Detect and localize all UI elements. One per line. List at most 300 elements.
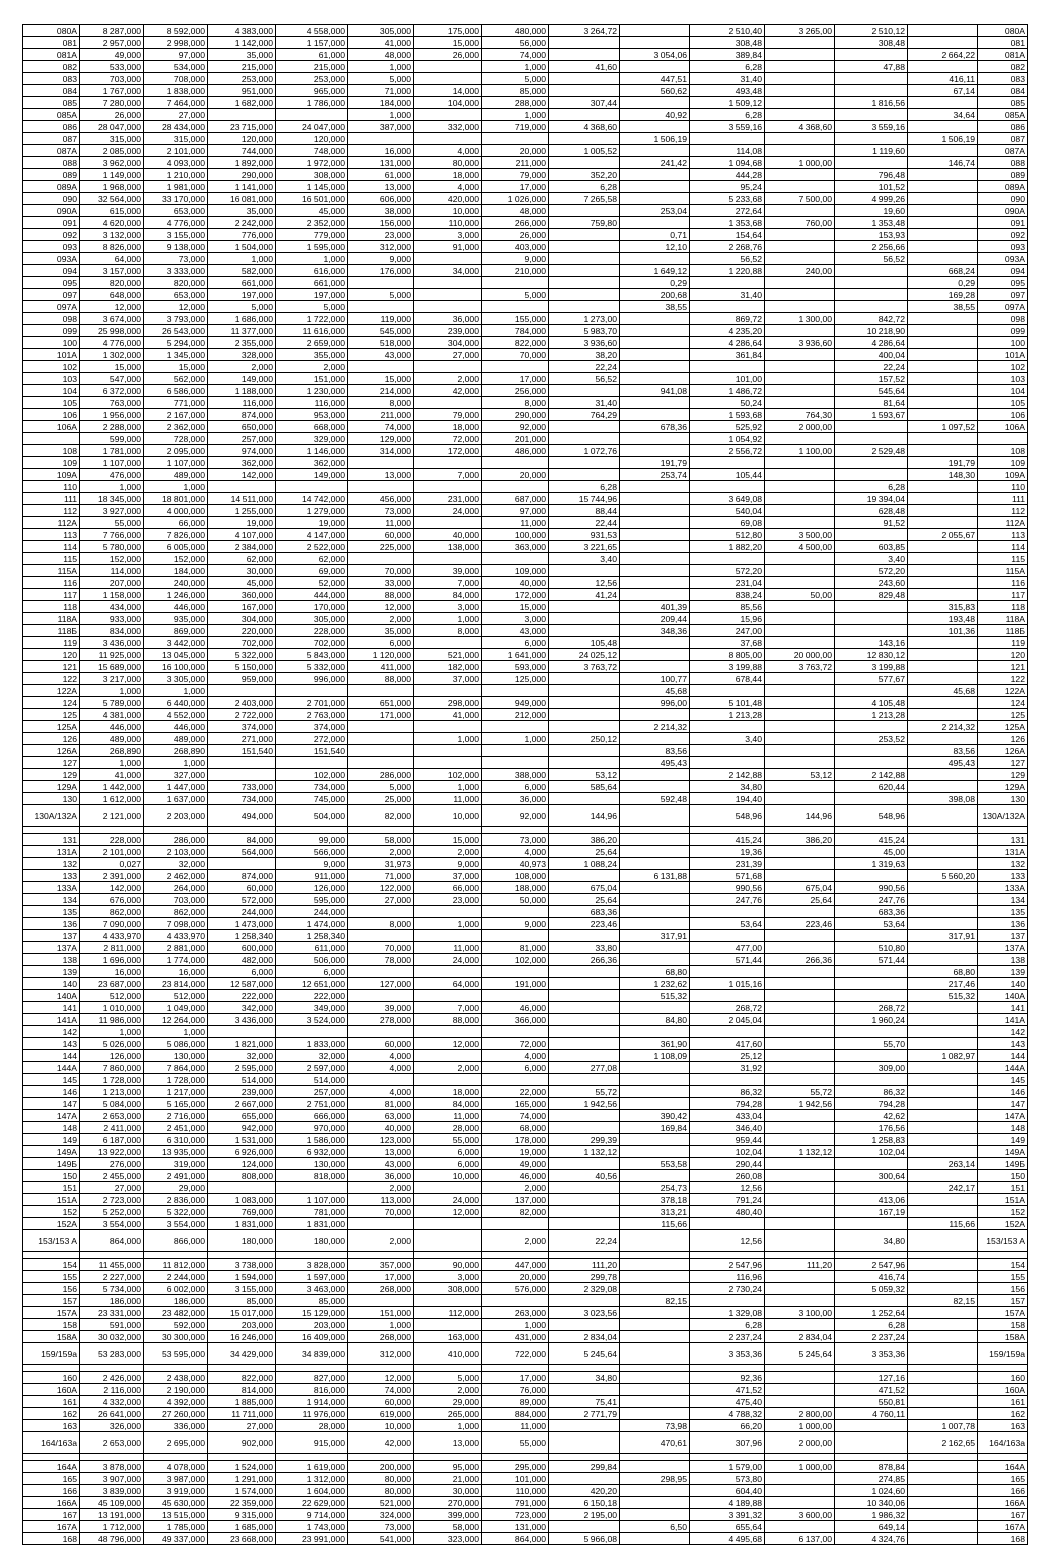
row-code-right: 158A <box>978 1331 1028 1343</box>
table-cell: 9,000 <box>348 253 414 265</box>
row-code-right: 149A <box>978 1146 1028 1158</box>
table-cell: 1 054,92 <box>690 433 765 445</box>
table-cell: 66,20 <box>690 1420 765 1432</box>
table-cell: 33,000 <box>348 577 414 589</box>
row-code: 138 <box>23 954 80 966</box>
table-row <box>23 121 1028 133</box>
table-cell <box>276 109 348 121</box>
table-cell: 9 315,000 <box>208 1509 276 1521</box>
table-cell: 415,24 <box>690 834 765 846</box>
table-cell <box>835 827 908 834</box>
table-cell: 352,20 <box>549 169 620 181</box>
table-cell: 446,000 <box>144 601 208 613</box>
table-cell: 4 620,000 <box>80 217 144 229</box>
table-cell: 13 922,000 <box>80 1146 144 1158</box>
table-row <box>23 745 1028 757</box>
table-cell: 49 337,000 <box>144 1533 208 1545</box>
table-cell: 678,36 <box>620 421 690 433</box>
table-cell <box>908 1509 978 1521</box>
table-cell: 480,40 <box>690 1206 765 1218</box>
table-cell: 941,08 <box>620 385 690 397</box>
table-cell: 263,14 <box>908 1158 978 1170</box>
table-cell: 1 210,000 <box>144 169 208 181</box>
table-cell: 387,000 <box>348 121 414 133</box>
table-row <box>23 846 1028 858</box>
table-cell: 16,000 <box>80 966 144 978</box>
table-cell: 172,000 <box>414 445 482 457</box>
table-row <box>23 1497 1028 1509</box>
table-cell <box>620 553 690 565</box>
table-cell <box>549 241 620 253</box>
table-row <box>23 721 1028 733</box>
table-cell <box>144 827 208 834</box>
table-cell: 434,000 <box>80 601 144 613</box>
table-cell <box>620 505 690 517</box>
table-cell: 69,000 <box>276 565 348 577</box>
table-cell <box>908 1062 978 1074</box>
table-cell <box>690 721 765 733</box>
table-cell <box>620 1343 690 1365</box>
table-cell <box>482 966 549 978</box>
table-cell: 46,000 <box>482 1170 549 1182</box>
table-cell: 257,000 <box>208 433 276 445</box>
table-cell <box>835 529 908 541</box>
table-cell: 4 147,000 <box>276 529 348 541</box>
table-cell: 9 714,000 <box>276 1509 348 1521</box>
table-cell <box>765 990 835 1002</box>
table-cell: 40,000 <box>348 1122 414 1134</box>
table-cell: 104,000 <box>414 97 482 109</box>
table-cell: 45,68 <box>908 685 978 697</box>
table-cell <box>549 277 620 289</box>
table-cell: 2 834,04 <box>765 1331 835 1343</box>
table-cell <box>620 1372 690 1384</box>
table-cell: 308,48 <box>690 37 765 49</box>
table-cell: 5 086,000 <box>144 1038 208 1050</box>
table-cell: 26 641,000 <box>80 1408 144 1420</box>
table-cell: 13 045,000 <box>144 649 208 661</box>
table-cell: 2 723,000 <box>80 1194 144 1206</box>
table-cell <box>765 709 835 721</box>
row-code <box>23 1365 80 1372</box>
table-cell: 122,000 <box>348 882 414 894</box>
table-cell: 874,000 <box>208 870 276 882</box>
row-code-right: 112 <box>978 505 1028 517</box>
table-cell: 571,68 <box>690 870 765 882</box>
table-cell: 315,83 <box>908 601 978 613</box>
table-row <box>23 1146 1028 1158</box>
table-cell: 1 914,000 <box>276 1396 348 1408</box>
table-cell <box>765 169 835 181</box>
table-cell: 1,000 <box>414 1420 482 1432</box>
table-cell: 2 730,24 <box>690 1283 765 1295</box>
row-code-right <box>978 1454 1028 1461</box>
table-cell: 1 831,000 <box>208 1218 276 1230</box>
table-cell: 942,000 <box>208 1122 276 1134</box>
table-cell: 326,000 <box>80 1420 144 1432</box>
table-cell: 10,000 <box>414 1170 482 1182</box>
table-cell: 3 199,88 <box>835 661 908 673</box>
table-cell: 7,000 <box>414 577 482 589</box>
table-cell: 6 586,000 <box>144 385 208 397</box>
table-cell: 702,000 <box>276 637 348 649</box>
table-cell: 808,000 <box>208 1170 276 1182</box>
table-cell: 1 319,63 <box>835 858 908 870</box>
row-code-right: 113 <box>978 529 1028 541</box>
table-cell <box>835 1158 908 1170</box>
table-cell: 398,08 <box>908 793 978 805</box>
table-cell <box>482 1365 549 1372</box>
table-cell: 4 558,000 <box>276 25 348 37</box>
table-cell <box>620 1408 690 1420</box>
table-row <box>23 1396 1028 1408</box>
table-cell: 231,000 <box>414 493 482 505</box>
table-cell: 878,84 <box>835 1461 908 1473</box>
table-cell <box>835 1074 908 1086</box>
table-cell <box>908 846 978 858</box>
table-cell: 3 265,00 <box>765 25 835 37</box>
table-row <box>23 1454 1028 1461</box>
table-cell: 1 142,000 <box>208 37 276 49</box>
table-cell <box>620 1002 690 1014</box>
table-cell: 308,000 <box>276 169 348 181</box>
table-cell <box>549 385 620 397</box>
table-cell: 649,14 <box>835 1521 908 1533</box>
table-cell: 70,000 <box>348 1206 414 1218</box>
table-cell: 298,95 <box>620 1473 690 1485</box>
table-cell: 4,000 <box>414 181 482 193</box>
table-cell: 317,91 <box>620 930 690 942</box>
table-row <box>23 709 1028 721</box>
table-cell: 157,52 <box>835 373 908 385</box>
table-cell <box>482 457 549 469</box>
table-cell: 184,000 <box>144 565 208 577</box>
table-cell: 17,000 <box>348 1271 414 1283</box>
row-code <box>23 433 80 445</box>
table-cell: 416,74 <box>835 1271 908 1283</box>
row-code: 139 <box>23 966 80 978</box>
table-cell: 14 742,000 <box>276 493 348 505</box>
table-cell <box>908 1194 978 1206</box>
table-cell <box>690 1295 765 1307</box>
table-row <box>23 205 1028 217</box>
table-cell: 22,24 <box>549 1230 620 1252</box>
table-cell: 4 776,000 <box>144 217 208 229</box>
table-cell: 13 515,000 <box>144 1509 208 1521</box>
table-cell: 11,000 <box>482 517 549 529</box>
table-row <box>23 685 1028 697</box>
table-cell: 142,000 <box>208 469 276 481</box>
table-row <box>23 229 1028 241</box>
table-cell: 55,72 <box>549 1086 620 1098</box>
table-cell: 5,000 <box>482 289 549 301</box>
table-cell <box>549 421 620 433</box>
table-cell <box>908 1146 978 1158</box>
table-row <box>23 1098 1028 1110</box>
table-cell: 1 604,000 <box>276 1485 348 1497</box>
table-cell: 362,000 <box>208 457 276 469</box>
table-cell: 270,000 <box>414 1497 482 1509</box>
table-cell <box>620 397 690 409</box>
table-cell <box>348 745 414 757</box>
table-cell: 3 919,000 <box>144 1485 208 1497</box>
table-cell: 1 300,00 <box>765 313 835 325</box>
table-cell: 651,000 <box>348 697 414 709</box>
table-cell <box>765 1002 835 1014</box>
table-cell: 3 463,000 <box>276 1283 348 1295</box>
table-cell: 16 246,000 <box>208 1331 276 1343</box>
table-cell: 1 743,000 <box>276 1521 348 1533</box>
table-cell: 73,000 <box>482 834 549 846</box>
table-cell: 6,000 <box>276 966 348 978</box>
table-cell: 3 600,00 <box>765 1509 835 1521</box>
table-cell: 1 594,000 <box>208 1271 276 1283</box>
table-cell: 1 088,24 <box>549 858 620 870</box>
table-cell: 2 529,48 <box>835 445 908 457</box>
table-cell: 10,000 <box>414 205 482 217</box>
table-cell: 11,000 <box>348 517 414 529</box>
table-row <box>23 1432 1028 1454</box>
table-cell <box>620 433 690 445</box>
table-cell: 43,000 <box>348 1158 414 1170</box>
table-cell: 10,000 <box>414 805 482 827</box>
table-cell <box>690 1454 765 1461</box>
row-code: 148 <box>23 1122 80 1134</box>
table-cell: 3 907,000 <box>80 1473 144 1485</box>
table-cell: 3 155,000 <box>144 229 208 241</box>
table-cell: 4 433,970 <box>144 930 208 942</box>
table-cell: 759,80 <box>549 217 620 229</box>
table-cell: 603,85 <box>835 541 908 553</box>
table-cell <box>348 301 414 313</box>
table-cell: 53,12 <box>549 769 620 781</box>
table-cell <box>620 325 690 337</box>
table-cell: 1 015,16 <box>690 978 765 990</box>
table-cell: 12,56 <box>690 1182 765 1194</box>
table-cell <box>348 277 414 289</box>
table-cell <box>765 505 835 517</box>
row-code-right: 157A <box>978 1307 1028 1319</box>
table-cell: 24,000 <box>414 1194 482 1206</box>
table-cell: 323,000 <box>414 1533 482 1545</box>
table-cell: 1 141,000 <box>208 181 276 193</box>
table-cell <box>549 433 620 445</box>
table-cell: 678,44 <box>690 673 765 685</box>
row-code-right: 157 <box>978 1295 1028 1307</box>
table-cell: 85,000 <box>482 85 549 97</box>
table-cell: 15,000 <box>144 361 208 373</box>
row-code: 114 <box>23 541 80 553</box>
table-cell: 534,000 <box>144 61 208 73</box>
table-cell: 5 734,000 <box>80 1283 144 1295</box>
table-cell: 779,000 <box>276 229 348 241</box>
table-cell <box>690 1026 765 1038</box>
row-code-right: 166 <box>978 1485 1028 1497</box>
table-cell <box>549 1026 620 1038</box>
row-code-right: 098 <box>978 313 1028 325</box>
table-cell: 7 098,000 <box>144 918 208 930</box>
table-cell: 776,000 <box>208 229 276 241</box>
table-cell: 23,000 <box>348 229 414 241</box>
table-cell: 723,000 <box>482 1509 549 1521</box>
table-cell: 253,000 <box>276 73 348 85</box>
table-cell: 74,000 <box>482 1110 549 1122</box>
row-code: 103 <box>23 373 80 385</box>
table-cell: 78,000 <box>348 954 414 966</box>
table-cell: 2 103,000 <box>144 846 208 858</box>
table-cell: 512,000 <box>80 990 144 1002</box>
table-cell: 1 188,000 <box>208 385 276 397</box>
row-code: 156 <box>23 1283 80 1295</box>
row-code-right: 160 <box>978 1372 1028 1384</box>
table-cell <box>908 577 978 589</box>
table-cell: 68,000 <box>482 1122 549 1134</box>
table-cell <box>482 990 549 1002</box>
table-cell: 2 403,000 <box>208 697 276 709</box>
table-row <box>23 457 1028 469</box>
table-body <box>23 25 1028 1545</box>
table-cell: 15,000 <box>80 361 144 373</box>
table-cell: 186,000 <box>80 1295 144 1307</box>
table-cell: 244,000 <box>276 906 348 918</box>
table-cell: 13,000 <box>348 1146 414 1158</box>
table-cell: 11,000 <box>414 793 482 805</box>
table-row <box>23 637 1028 649</box>
row-code-right: 114 <box>978 541 1028 553</box>
table-cell: 7 864,000 <box>144 1062 208 1074</box>
table-cell: 127,000 <box>348 978 414 990</box>
table-cell: 22,24 <box>549 361 620 373</box>
table-cell: 35,000 <box>348 625 414 637</box>
table-cell <box>348 457 414 469</box>
table-cell: 120,000 <box>208 133 276 145</box>
data-table <box>22 24 1028 1545</box>
table-row <box>23 277 1028 289</box>
table-cell <box>908 906 978 918</box>
table-cell <box>549 1158 620 1170</box>
table-cell <box>690 361 765 373</box>
row-code-right: 144 <box>978 1050 1028 1062</box>
table-cell <box>414 827 482 834</box>
table-cell: 12,000 <box>348 601 414 613</box>
row-code: 108 <box>23 445 80 457</box>
row-code: 159/159a <box>23 1343 80 1365</box>
table-cell <box>690 930 765 942</box>
table-cell <box>908 517 978 529</box>
table-cell <box>765 613 835 625</box>
table-cell: 399,000 <box>414 1509 482 1521</box>
table-cell: 71,000 <box>348 870 414 882</box>
table-cell: 386,20 <box>765 834 835 846</box>
row-code: 134 <box>23 894 80 906</box>
table-cell: 744,000 <box>208 145 276 157</box>
table-cell: 85,000 <box>276 1295 348 1307</box>
table-cell: 3 878,000 <box>80 1461 144 1473</box>
table-cell: 959,000 <box>208 673 276 685</box>
table-cell: 112,000 <box>414 1307 482 1319</box>
row-code: 086 <box>23 121 80 133</box>
table-cell: 3 674,000 <box>80 313 144 325</box>
table-cell: 3 353,36 <box>690 1343 765 1365</box>
table-cell <box>765 385 835 397</box>
table-cell <box>348 966 414 978</box>
table-row <box>23 169 1028 181</box>
table-cell <box>620 481 690 493</box>
table-cell: 15,000 <box>414 37 482 49</box>
table-cell: 676,000 <box>80 894 144 906</box>
table-cell <box>765 1319 835 1331</box>
table-cell: 6,000 <box>208 966 276 978</box>
table-cell <box>414 553 482 565</box>
row-code: 112 <box>23 505 80 517</box>
table-cell: 60,000 <box>348 1038 414 1050</box>
table-cell <box>765 1295 835 1307</box>
table-cell: 1 010,000 <box>80 1002 144 1014</box>
table-cell <box>549 1521 620 1533</box>
table-cell <box>414 685 482 697</box>
table-cell: 1 981,000 <box>144 181 208 193</box>
table-cell <box>549 1365 620 1372</box>
table-cell: 1 100,00 <box>765 445 835 457</box>
table-cell: 1,000 <box>348 1319 414 1331</box>
row-code: 130 <box>23 793 80 805</box>
row-code-right: 082 <box>978 61 1028 73</box>
table-row <box>23 1038 1028 1050</box>
table-cell <box>765 1134 835 1146</box>
table-cell <box>348 721 414 733</box>
row-code: 116 <box>23 577 80 589</box>
row-code-right: 167 <box>978 1509 1028 1521</box>
table-cell: 884,000 <box>482 1408 549 1420</box>
table-cell: 327,000 <box>144 769 208 781</box>
table-cell: 17,000 <box>482 181 549 193</box>
table-cell <box>620 25 690 37</box>
table-cell <box>908 253 978 265</box>
table-cell <box>414 1454 482 1461</box>
table-cell <box>549 966 620 978</box>
table-cell: 131,000 <box>348 157 414 169</box>
table-cell: 3,000 <box>482 613 549 625</box>
table-cell <box>620 181 690 193</box>
table-cell: 12 651,000 <box>276 978 348 990</box>
table-cell <box>835 1432 908 1454</box>
table-cell: 171,000 <box>348 709 414 721</box>
row-code-right: 095 <box>978 277 1028 289</box>
table-cell: 1 026,000 <box>482 193 549 205</box>
table-cell: 655,000 <box>208 1110 276 1122</box>
table-cell: 70,000 <box>482 349 549 361</box>
row-code: 147A <box>23 1110 80 1122</box>
table-cell: 73,98 <box>620 1420 690 1432</box>
row-code: 083 <box>23 73 80 85</box>
table-cell: 1,000 <box>144 481 208 493</box>
table-cell <box>765 930 835 942</box>
table-cell: 268,000 <box>348 1283 414 1295</box>
table-row <box>23 1182 1028 1194</box>
table-cell <box>690 553 765 565</box>
table-cell <box>835 469 908 481</box>
row-code-right: 105 <box>978 397 1028 409</box>
row-code: 117 <box>23 589 80 601</box>
table-cell: 27 260,000 <box>144 1408 208 1420</box>
table-cell <box>908 241 978 253</box>
table-cell: 61,000 <box>348 169 414 181</box>
row-code: 151A <box>23 1194 80 1206</box>
table-cell: 595,000 <box>276 894 348 906</box>
table-cell: 683,36 <box>835 906 908 918</box>
table-cell: 11,000 <box>414 1110 482 1122</box>
table-cell: 2 716,000 <box>144 1110 208 1122</box>
